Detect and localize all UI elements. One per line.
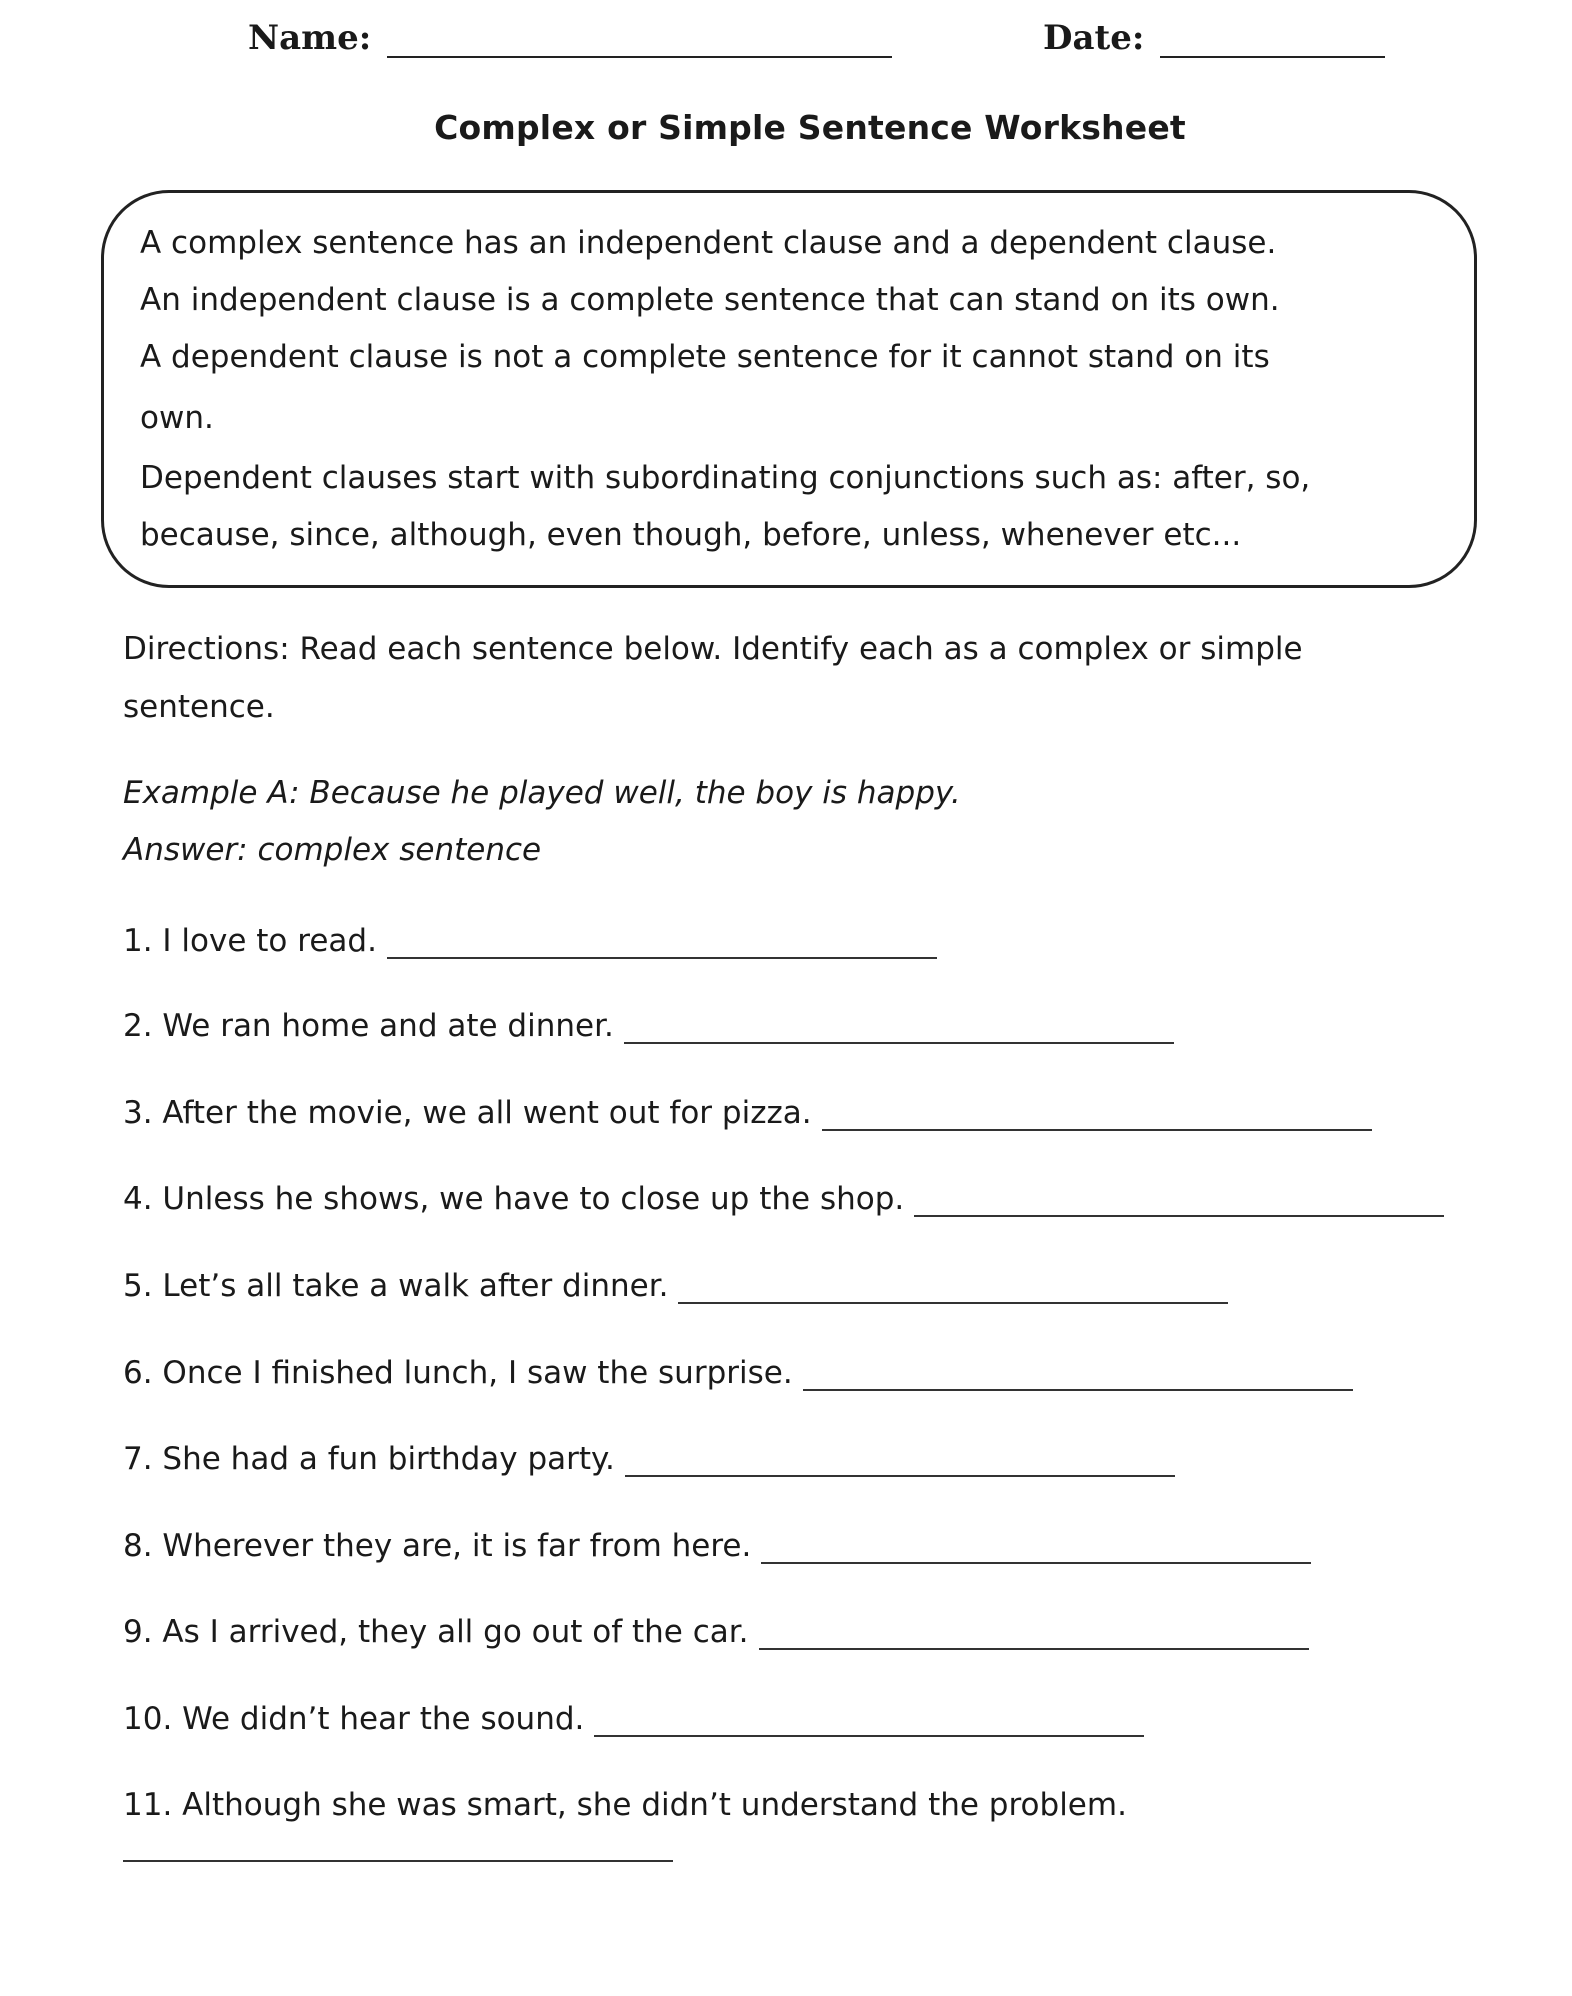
question-text: 10. We didn’t hear the sound. (123, 1701, 585, 1737)
question-text: 4. Unless he shows, we have to close up the shop. (123, 1181, 905, 1217)
question-text: 9. As I arrived, they all go out of the car. (123, 1614, 749, 1650)
answer-blank[interactable] (678, 1272, 1228, 1304)
question-text: 6. Once I finished lunch, I saw the surprise. (123, 1355, 793, 1391)
answer-blank[interactable] (123, 1860, 673, 1862)
question-1 (123, 923, 937, 959)
question-11 (123, 1787, 1127, 1823)
header-row (248, 18, 1378, 78)
worksheet-title: Complex or Simple Sentence Worksheet (434, 108, 1186, 147)
question-text: 7. She had a fun birthday party. (123, 1441, 615, 1477)
directions-line-2: sentence. (123, 689, 275, 725)
definition-line: A dependent clause is not a complete sentence for it cannot stand on its (140, 339, 1270, 375)
answer-blank[interactable] (594, 1705, 1144, 1737)
definition-line: A complex sentence has an independent clause and a dependent clause. (140, 225, 1277, 261)
definition-line: An independent clause is a complete sentence that can stand on its own. (140, 282, 1280, 318)
question-6 (123, 1355, 1353, 1391)
question-10 (123, 1701, 1144, 1737)
answer-blank[interactable] (759, 1618, 1309, 1650)
question-3 (123, 1095, 1372, 1131)
question-text: 8. Wherever they are, it is far from here. (123, 1528, 752, 1564)
definition-line: Dependent clauses start with subordinating conjunctions such as: after, so, (140, 460, 1311, 496)
question-text: 5. Let’s all take a walk after dinner. (123, 1268, 669, 1304)
question-text: 2. We ran home and ate dinner. (123, 1008, 614, 1044)
date-label: Date: (1043, 18, 1145, 58)
question-2 (123, 1008, 1174, 1044)
answer-blank[interactable] (914, 1185, 1444, 1217)
name-blank-line[interactable] (387, 22, 892, 58)
name-field (248, 18, 892, 58)
question-9 (123, 1614, 1309, 1650)
answer-blank[interactable] (822, 1099, 1372, 1131)
question-5 (123, 1268, 1228, 1304)
question-text: 11. Although she was smart, she didn’t understand the problem. (123, 1787, 1127, 1823)
definition-line: own. (140, 400, 214, 436)
answer-blank[interactable] (625, 1445, 1175, 1477)
question-4 (123, 1181, 1444, 1217)
answer-blank[interactable] (761, 1532, 1311, 1564)
name-label: Name: (248, 18, 372, 58)
answer-blank[interactable] (624, 1012, 1174, 1044)
date-field (1043, 18, 1385, 58)
example-answer: Answer: complex sentence (123, 832, 542, 868)
question-text: 3. After the movie, we all went out for pizza. (123, 1095, 812, 1131)
example-sentence: Example A: Because he played well, the boy is happy. (123, 775, 961, 811)
directions-line-1: Directions: Read each sentence below. Identify each as a complex or simple (123, 631, 1303, 667)
question-8 (123, 1528, 1311, 1564)
question-7 (123, 1441, 1175, 1477)
question-text: 1. I love to read. (123, 923, 377, 959)
definition-line: because, since, although, even though, before, unless, whenever etc... (140, 517, 1242, 553)
date-blank-line[interactable] (1160, 22, 1385, 58)
answer-blank[interactable] (387, 927, 937, 959)
answer-blank[interactable] (803, 1359, 1353, 1391)
